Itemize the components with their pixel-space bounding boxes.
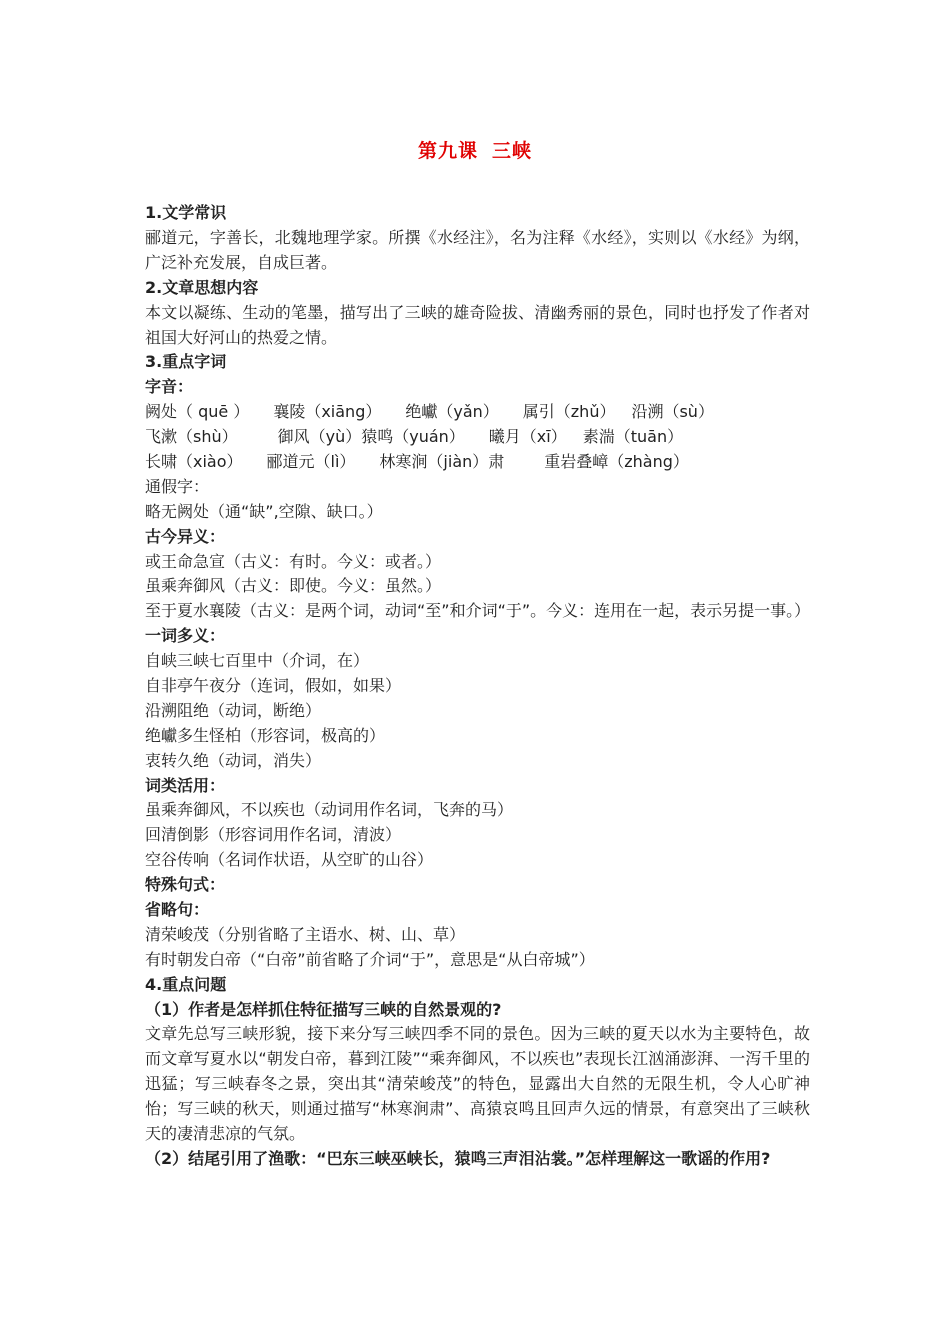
polysemy-item: 沿溯阻绝（动词，断绝） (145, 700, 322, 720)
ellipsis-item: 有时朝发白帝（“白帝”前省略了介词“于”，意思是“从白帝城”） (145, 949, 595, 969)
special-sentence-label: 特殊句式： (145, 875, 226, 895)
theme-paragraph: 本文以凝练、生动的笔墨，描写出了三峡的雄奇险拔、清幽秀丽的景色，同时也抒发了作者对祖国大好河山的热爱之情。 (145, 302, 810, 347)
pronunciation-item: 素湍（tuān） (582, 427, 684, 447)
pronunciation-item: 绝巘（yǎn） (405, 402, 499, 422)
literature-paragraph: 郦道元，字善长，北魏地理学家。所撰《水经注》，名为注释《水经》，实则以《水经》为纲，广泛补充发展，自成巨著。 (145, 227, 810, 272)
ellipsis-label: 省略句： (145, 900, 210, 920)
word-class-item: 回清倒影（形容词用作名词，清波） (145, 825, 402, 845)
pronunciation-item: 御风（yù）猿鸣（yuán） (277, 427, 465, 447)
interchangeable-item: 略无阙处（通“缺”,空隙、缺口。） (145, 501, 383, 521)
pronunciation-item: 阙处（ quē ） (145, 402, 250, 422)
polysemy-label: 一词多义： (145, 626, 226, 646)
ancient-modern-item: 至于夏水襄陵（古义：是两个词，动词“至”和介词“于”。今义：连用在一起，表示另提一事。） (145, 601, 811, 621)
word-class-label: 词类活用： (145, 775, 226, 795)
pronunciation-item: 曦月（xī） (488, 427, 567, 447)
question-1: （1）作者是怎样抓住特征描写三峡的自然景观的? (145, 999, 502, 1019)
section-heading-vocabulary: 3.重点字词 (145, 352, 227, 372)
word-class-item: 虽乘奔御风，不以疾也（动词用作名词，飞奔的马） (145, 800, 514, 820)
ellipsis-item: 清荣峻茂（分别省略了主语水、树、山、草） (145, 924, 466, 944)
pronunciation-item: 飞漱（shù） (145, 427, 238, 447)
pronunciation-item: 林寒涧（jiàn）肃 (379, 451, 505, 471)
polysemy-item: 自峡三峡七百里中（介词，在） (145, 651, 370, 671)
section-heading-questions: 4.重点问题 (145, 974, 227, 994)
lesson-title (0, 136, 950, 163)
section-heading-literature: 1.文学常识 (145, 203, 227, 222)
pronunciation-label: 字音： (145, 377, 194, 397)
lesson-content (145, 201, 810, 1172)
pronunciation-row (145, 450, 810, 475)
lesson-name: 三峡 (492, 140, 533, 162)
polysemy-item: 衷转久绝（动词，消失） (145, 750, 322, 770)
pronunciation-item: 重岩叠嶂（zhàng） (544, 451, 689, 471)
pronunciation-item: 襄陵（xiāng） (273, 402, 382, 422)
lesson-number: 第九课 (417, 140, 478, 162)
pronunciation-item: 郦道元（lì） (266, 451, 356, 471)
pronunciation-item: 长啸（xiào） (145, 451, 243, 471)
ancient-modern-item: 或王命急宣（古义：有时。今义：或者。） (145, 551, 442, 571)
polysemy-item: 自非亭午夜分（连词，假如，如果） (145, 676, 402, 695)
pronunciation-item: 属引（zhǔ） (522, 402, 616, 422)
pronunciation-item: 沿溯（sù） (631, 402, 714, 422)
answer-1: 文章先总写三峡形貌，接下来分写三峡四季不同的景色。因为三峡的夏天以水为主要特色，故而文章写夏水以“朝发白帝，暮到江陵”“乘奔御风，不以疾也”表现长江汹涌澎湃、一泻千里的迅猛；写三峡春冬之景，突出其“清荣峻茂”的特色，显露出大自然的无限生机，令人心旷神怡；写三峡的秋天，则通过描写“林寒涧肃”、高猿哀鸣且回声久远的情景，有意突出了三峡秋天的凄清悲凉的气氛。 (145, 1024, 810, 1144)
interchangeable-label: 通假字： (145, 476, 210, 496)
pronunciation-row (145, 400, 810, 425)
ancient-modern-label: 古今异义： (145, 526, 226, 546)
word-class-item: 空谷传响（名词作状语，从空旷的山谷） (145, 850, 434, 870)
pronunciation-row (145, 425, 810, 450)
section-heading-theme: 2.文章思想内容 (145, 277, 259, 297)
polysemy-item: 绝巘多生怪柏（形容词，极高的） (145, 725, 386, 745)
question-2: （2）结尾引用了渔歌：“巴东三峡巫峡长，猿鸣三声泪沾裳。”怎样理解这一歌谣的作用? (145, 1149, 771, 1168)
ancient-modern-item: 虽乘奔御风（古义：即使。今义：虽然。） (145, 576, 442, 596)
